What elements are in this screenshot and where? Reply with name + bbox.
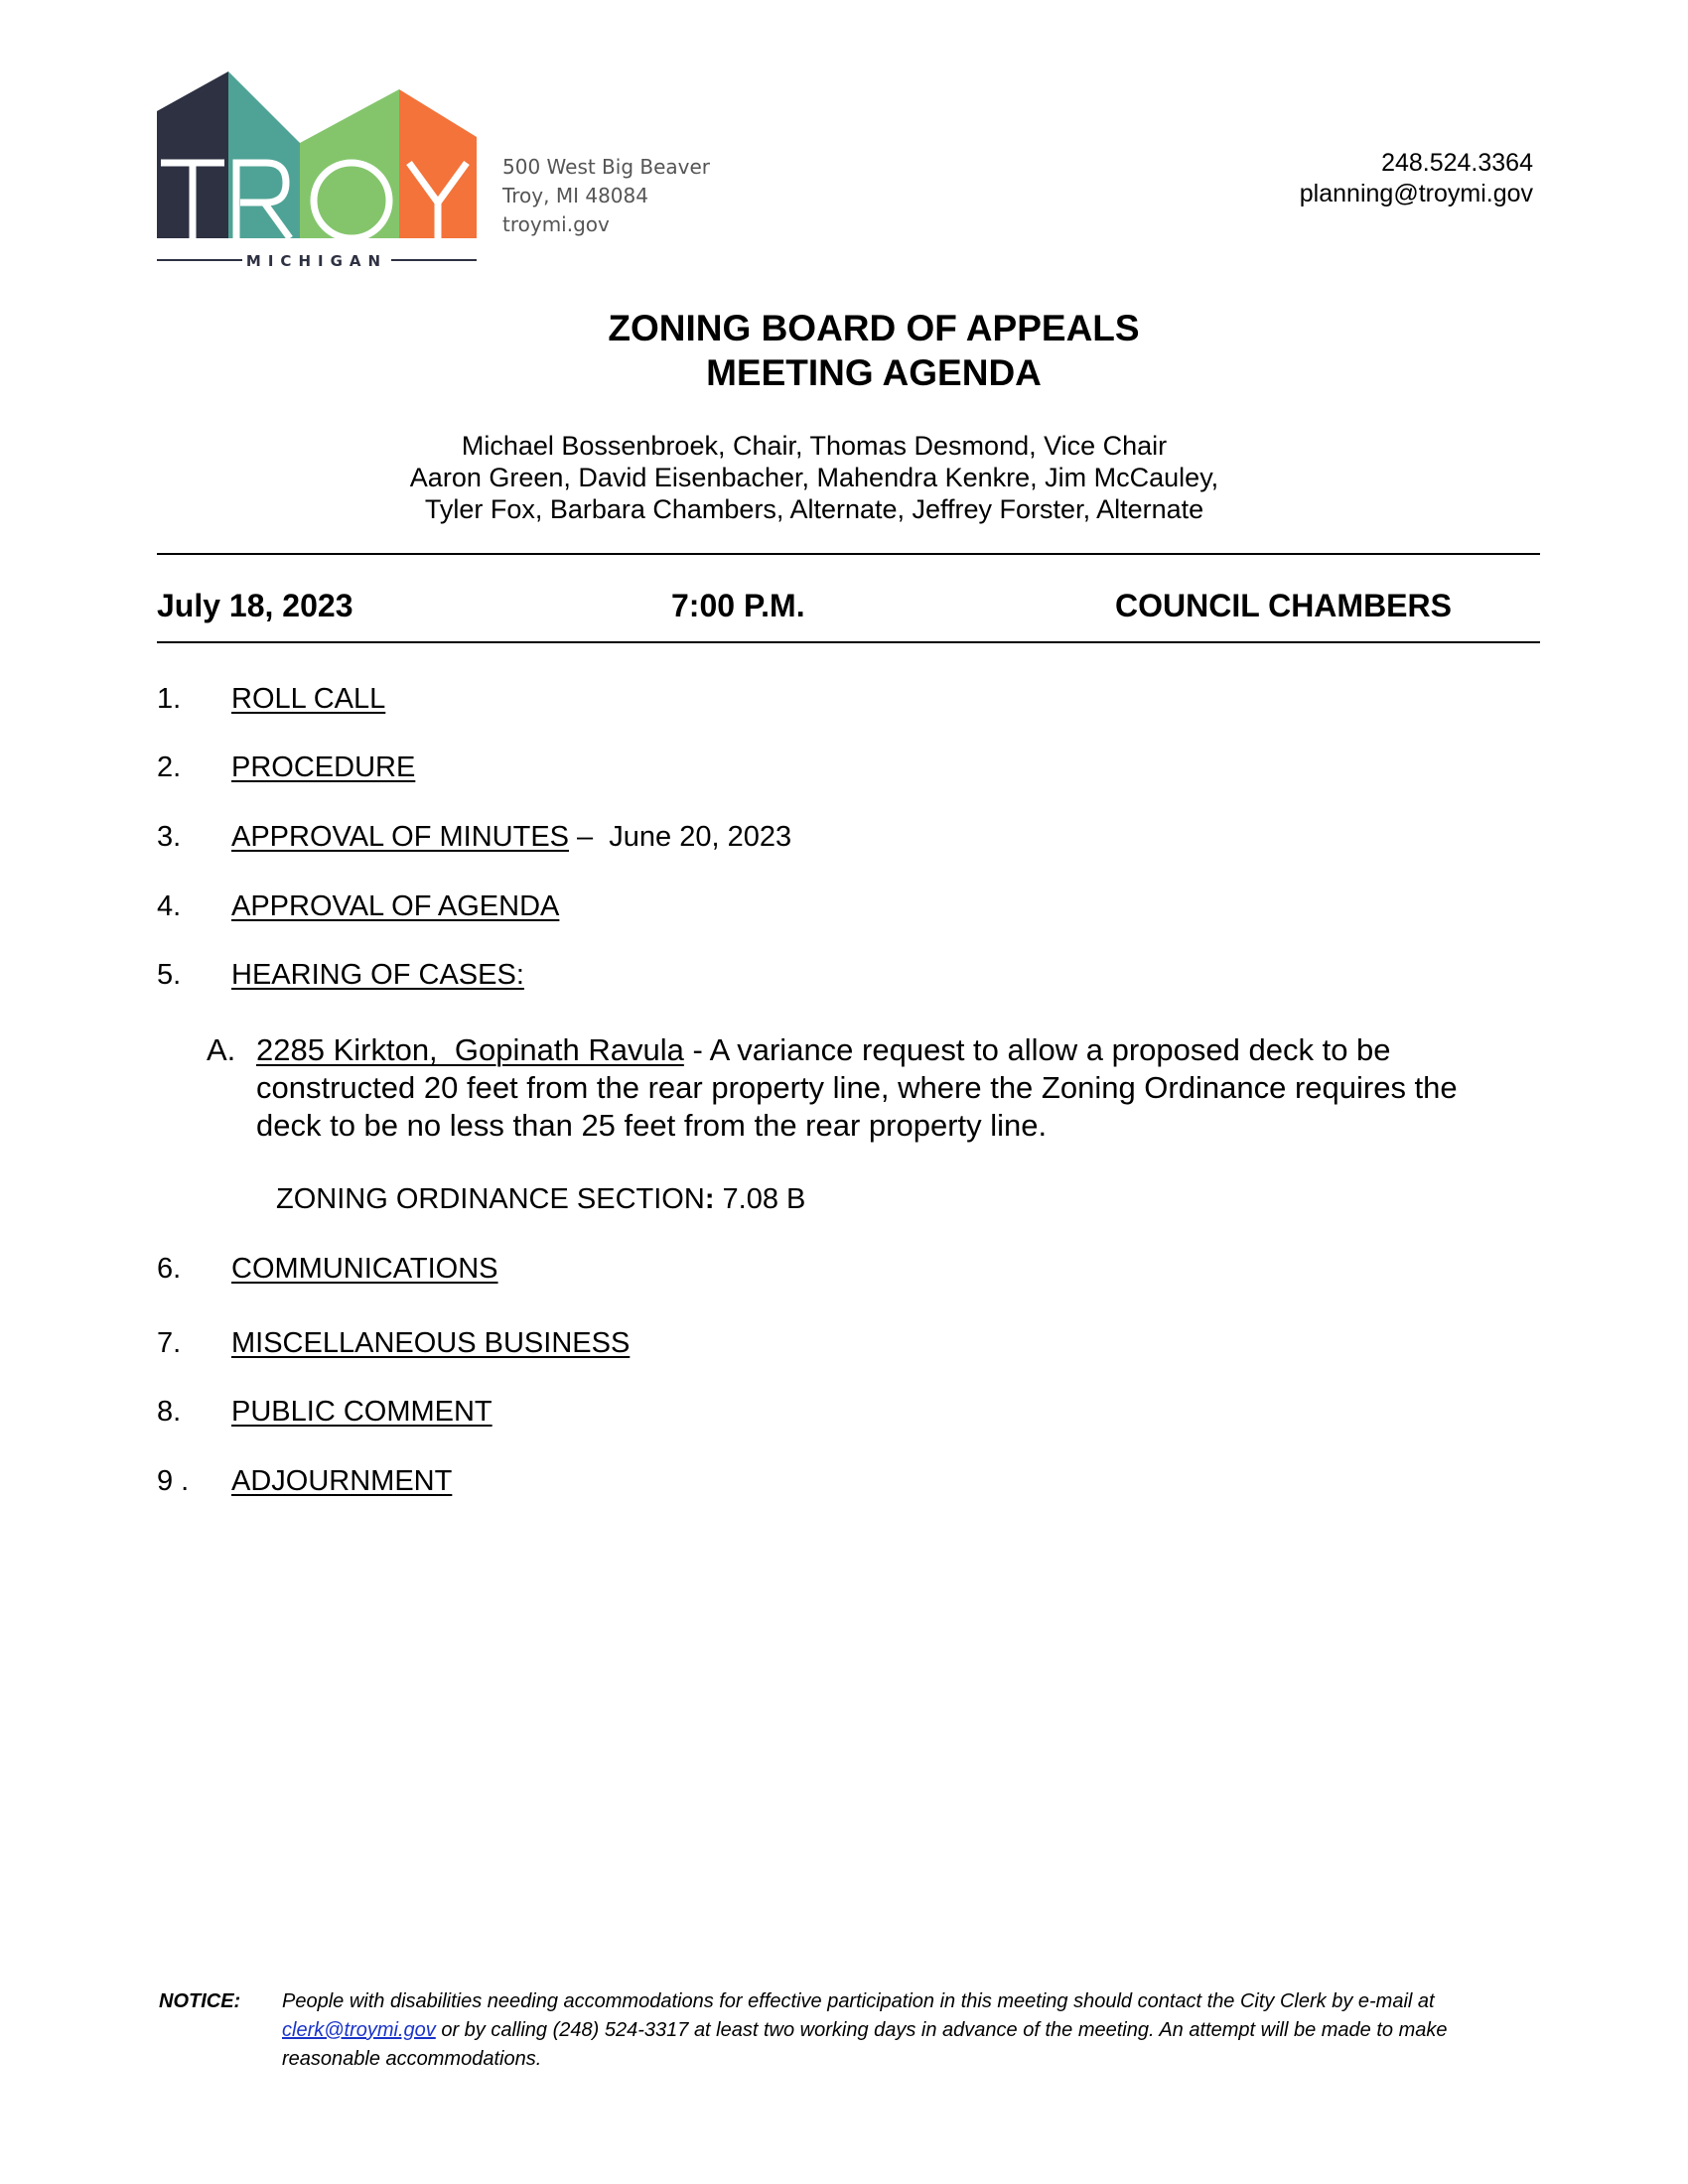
- notice-text: or by calling (248) 524-3317 at least two working days in advance of the meeting. An attempt will be made to make reasonable accommodations.: [282, 2019, 1448, 2070]
- page-title: ZONING BOARD OF APPEALS: [608, 308, 1140, 348]
- address-street: 500 West Big Beaver: [502, 155, 711, 179]
- address-website[interactable]: troymi.gov: [502, 212, 610, 236]
- address-city: Troy, MI 48084: [502, 184, 648, 207]
- minutes-date: – June 20, 2023: [569, 821, 792, 853]
- agenda-item: [157, 1465, 452, 1498]
- members-line: Michael Bossenbroek, Chair, Thomas Desmond, Vice Chair: [461, 431, 1168, 461]
- logo-michigan-text: MICHIGAN: [245, 252, 388, 270]
- case-title: 2285 Kirkton, Gopinath Ravula: [256, 1032, 684, 1067]
- agenda-item-number: 2.: [157, 751, 182, 783]
- divider: [157, 641, 1540, 643]
- case-description: - A variance request to allow a proposed deck to be constructed 20 feet from the rear property line, where the Zoning Ordinance requires the deck to be no less than 25 feet from the rear property line.: [256, 1032, 1458, 1143]
- agenda-item: [157, 959, 524, 992]
- board-members: [0, 430, 1628, 525]
- agenda-item-label: PROCEDURE: [231, 751, 416, 783]
- agenda-item-number: 9 .: [157, 1465, 190, 1497]
- meeting-date: July 18, 2023: [157, 588, 353, 623]
- agenda-item-label: PUBLIC COMMENT: [231, 1396, 492, 1428]
- agenda-item: [157, 1253, 498, 1286]
- ordinance-section-colon: :: [704, 1183, 715, 1215]
- agenda-item-label: ROLL CALL: [231, 683, 386, 715]
- members-line: Tyler Fox, Barbara Chambers, Alternate, Jeffrey Forster, Alternate: [424, 494, 1204, 524]
- agenda-item-number: 5.: [157, 959, 182, 991]
- agenda-item: [157, 1396, 492, 1429]
- divider: [157, 553, 1540, 555]
- agenda-item-number: 7.: [157, 1327, 182, 1359]
- clerk-email-link[interactable]: clerk@troymi.gov: [282, 2019, 436, 2041]
- agenda-item-number: 1.: [157, 683, 182, 715]
- agenda-item-label: COMMUNICATIONS: [231, 1253, 498, 1285]
- page-subtitle: MEETING AGENDA: [706, 352, 1042, 393]
- troy-logo: [157, 71, 477, 270]
- agenda-item-label: MISCELLANEOUS BUSINESS: [231, 1327, 631, 1359]
- meeting-location: COUNCIL CHAMBERS: [1115, 588, 1452, 623]
- agenda-item-number: 4.: [157, 890, 182, 922]
- agenda-item: [157, 821, 791, 854]
- agenda-item: [157, 1327, 630, 1360]
- case-entry: [207, 1031, 1497, 1145]
- contact-phone: 248.524.3364: [1381, 149, 1533, 177]
- agenda-item: [157, 683, 385, 716]
- agenda-item-label: HEARING OF CASES:: [231, 959, 524, 991]
- agenda-item: [157, 890, 559, 923]
- notice-label: NOTICE:: [159, 1990, 241, 2012]
- address-block: [502, 153, 710, 239]
- agenda-item-number: 3.: [157, 821, 182, 853]
- agenda-item-label: APPROVAL OF MINUTES: [231, 821, 569, 853]
- contact-block: [1300, 148, 1533, 209]
- case-letter: A.: [207, 1032, 236, 1067]
- notice-text: People with disabilities needing accommodations for effective participation in this meeting should contact the City Clerk by e-mail at: [282, 1990, 1435, 2012]
- contact-email[interactable]: planning@troymi.gov: [1299, 180, 1533, 207]
- notice: [159, 1987, 1499, 2074]
- ordinance-section: [276, 1183, 805, 1216]
- agenda-item-label: ADJOURNMENT: [231, 1465, 453, 1497]
- meeting-time: 7:00 P.M.: [671, 588, 805, 623]
- agenda-item: [157, 751, 415, 784]
- ordinance-section-value: 7.08 B: [714, 1183, 806, 1215]
- agenda-item-label: APPROVAL OF AGENDA: [231, 890, 560, 922]
- ordinance-section-label: ZONING ORDINANCE SECTION: [276, 1183, 705, 1215]
- agenda-item-number: 6.: [157, 1253, 182, 1285]
- members-line: Aaron Green, David Eisenbacher, Mahendra Kenkre, Jim McCauley,: [409, 463, 1219, 492]
- agenda-item-number: 8.: [157, 1396, 182, 1428]
